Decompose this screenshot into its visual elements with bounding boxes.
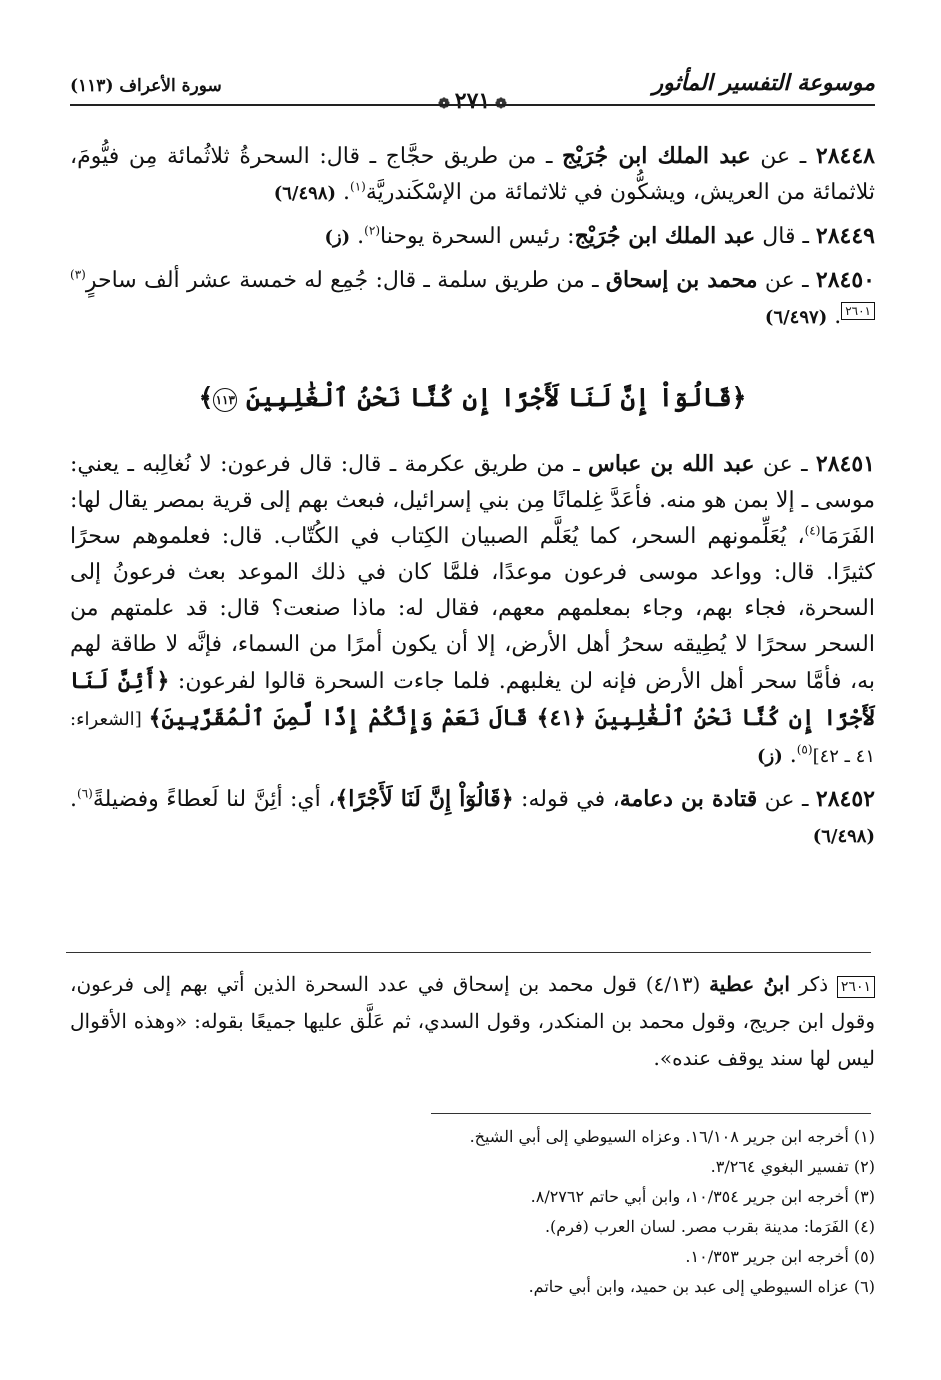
commentary-prefix: ذكر bbox=[789, 972, 837, 996]
entry-28448 bbox=[70, 138, 875, 212]
entry-end: . bbox=[336, 180, 351, 205]
volume-reference: (٦/٤٩٨) bbox=[812, 826, 875, 847]
entry-number: ٢٨٤٥١ bbox=[815, 451, 875, 477]
footnote-marker[interactable]: (٣) bbox=[70, 267, 86, 282]
surah-label: سورة الأعراف (١١٣) bbox=[70, 76, 222, 96]
entry-text: ـ من طريق عكرمة ـ قال: قال فرعون: لا نُغالِبه ـ يعني: موسى ـ إلا بمن هو منه. فأعَدَّ غِلمانًا مِن بني إسرائيل، فبعث بهم إلى قرية بمصر يقال لها: الفَرَمَا bbox=[70, 452, 875, 549]
entry-prefix: ـ عن bbox=[757, 268, 816, 293]
entry-number: ٢٨٤٤٩ bbox=[815, 223, 875, 249]
footnote-marker[interactable]: (٢) bbox=[364, 223, 380, 238]
entry-number: ٢٨٤٤٨ bbox=[815, 143, 875, 169]
commentary-box-number: ٢٦٠١ bbox=[837, 976, 875, 998]
quran-quote: ﴿قَالُوٓاْ إِنَّ لَنَا لَأَجْرًا﴾ bbox=[335, 786, 514, 812]
entry-text: ـ من طريق سلمة ـ قال: جُمِع له خمسة عشر ألف ساحرٍ bbox=[85, 268, 606, 293]
entry-prefix: ـ عن bbox=[750, 144, 816, 169]
entry-end: . bbox=[350, 224, 365, 249]
entry-prefix: ـ قال bbox=[755, 224, 816, 249]
narrator-name: عبد الملك ابن جُرَيْج bbox=[562, 143, 751, 169]
quran-verse-heading bbox=[70, 380, 875, 416]
ornament-right-icon: ❁ bbox=[490, 96, 507, 112]
quran-quote: ﴿أَئِنَّ لَنَا لَأَجْرًا إِن كُنَّا نَحْنُ ٱلْغَٰلِبِينَ ﴿٤١﴾ قَالَ نَعَمْ وَإِنَّكُمْ إِذًا لَّمِنَ ٱلْمُقَرَّبِينَ﴾ bbox=[70, 668, 875, 731]
entry-28451 bbox=[70, 446, 875, 775]
narrator-name: قتادة بن دعامة bbox=[619, 786, 758, 812]
commentary-divider bbox=[66, 952, 871, 953]
footnote-6: (٦) عزاه السيوطي إلى عبد بن حميد، وابن أبي حاتم. bbox=[528, 1277, 875, 1296]
header-rule bbox=[70, 104, 875, 106]
footnotes-divider bbox=[431, 1113, 871, 1114]
page-number-wrap bbox=[70, 88, 875, 114]
footnote-4: (٤) الفَرَما: مدينة بقرب مصر. لسان العرب (فرم). bbox=[544, 1217, 875, 1236]
volume-reference: (ز) bbox=[324, 227, 351, 248]
entry-text: : رئيس السحرة يوحنا bbox=[380, 224, 575, 249]
entry-text: ، يُعَلِّمونهم السحر، كما يُعَلَّم الصبيان الكِتاب في الكُتّاب. قال: فعلموهم سحرًا كثيرًا. قال: وواعد موسى فرعون موعدًا، فلمَّا كان في ذلك الموعد بعث فرعونُ إلى السحرة، فجاء بهم، وجاء بمعلمهم معهم، فقال له: ماذا صنعت؟ قال: قد علمتهم من السحر سحرًا لا يُطِيقه سحرُ أهل الأرض، إلا أن يكون أمرًا من السماء، فإنَّه لا طاقة لهم به، فأمَّا سحر أهل الأرض فإنه لن يغلبهم. فلما جاءت السحرة قالوا لفرعون: bbox=[70, 524, 875, 694]
commentary-note bbox=[70, 966, 875, 1077]
ayah-number-icon: ١١٣ bbox=[213, 388, 237, 412]
footnote-5: (٥) أخرجه ابن جرير ١٠/٣٥٣. bbox=[685, 1247, 875, 1266]
narrator-name: عبد الملك ابن جُرَيْج bbox=[574, 223, 756, 249]
footnote-marker[interactable]: (٤) bbox=[804, 523, 821, 538]
book-title: موسوعة التفسير المأثور bbox=[652, 70, 875, 96]
commentary-box-marker[interactable]: ٢٦٠١ bbox=[841, 302, 875, 320]
entry-text: ، أي: أئِنَّ لنا لَعطاءً وفضيلةً bbox=[92, 787, 336, 812]
footnote-1: (١) أخرجه ابن جرير ١٦/١٠٨. وعزاه السيوطي إلى أبي الشيخ. bbox=[469, 1127, 875, 1146]
volume-reference: (٦/٤٩٨) bbox=[273, 183, 337, 204]
footnote-marker[interactable]: (٥) bbox=[796, 742, 813, 757]
main-text bbox=[70, 138, 875, 861]
volume-reference: (٦/٤٩٧) bbox=[764, 307, 828, 328]
page-number: ٢٧١ bbox=[454, 88, 491, 114]
bracket-open: ﴿ bbox=[731, 383, 747, 412]
entry-text: ـ من طريق حجَّاج ـ قال: السحرةُ ثلاثُمائة مِن فيُّومَ، ثلاثمائة من العريش، ويشكُّون في ثلاثمائة من الإسْكَندريَّة bbox=[70, 144, 875, 205]
footnote-marker[interactable]: (١) bbox=[350, 179, 366, 194]
commentary-text: (٤/١٣) قول محمد بن إسحاق في عدد السحرة الذين أتي بهم إلى فرعون، وقول ابن جريج، وقول محمد بن المنكدر، وقول السدي، ثم عَلَّق عليها جميعًا بقوله: «وهذه الأقوال ليس لها سند يوقف عنده». bbox=[70, 972, 875, 1070]
ornament-left-icon: ❁ bbox=[438, 96, 455, 112]
entry-number: ٢٨٤٥٢ bbox=[815, 786, 875, 812]
verse-text: قَالُوٓاْ إِنَّ لَنَا لَأَجْرًا إِن كُنَّا نَحْنُ ٱلْغَٰلِبِينَ bbox=[245, 383, 732, 412]
entry-28452 bbox=[70, 781, 875, 855]
footnote-2: (٢) تفسير البغوي ٣/٢٦٤. bbox=[710, 1157, 875, 1176]
bracket-close: ﴾ bbox=[198, 383, 214, 412]
narrator-name: عبد الله بن عباس bbox=[588, 451, 755, 477]
volume-reference: (ز) bbox=[757, 746, 783, 767]
entry-prefix: ـ عن bbox=[754, 452, 816, 477]
entry-end: . bbox=[827, 304, 842, 329]
page-header bbox=[70, 66, 875, 114]
footnotes bbox=[70, 1122, 875, 1302]
entry-text: ، في قوله: bbox=[513, 787, 620, 812]
footnote-marker[interactable]: (٦) bbox=[77, 786, 93, 801]
narrator-name: محمد بن إسحاق bbox=[605, 267, 758, 293]
commentator-name: ابنُ عطية bbox=[709, 972, 790, 996]
entry-28449 bbox=[70, 218, 875, 256]
entry-28450 bbox=[70, 262, 875, 336]
entry-end: . bbox=[70, 787, 77, 812]
footnote-3: (٣) أخرجه ابن جرير ١٠/٣٥٤، وابن أبي حاتم ٨/٢٧٦٢. bbox=[530, 1187, 875, 1206]
entry-prefix: ـ عن bbox=[757, 787, 816, 812]
entry-end: . bbox=[782, 743, 797, 768]
surah-source: [الشعراء: ٤١ ـ ٤٢] bbox=[70, 709, 875, 767]
entry-number: ٢٨٤٥٠ bbox=[815, 267, 875, 293]
